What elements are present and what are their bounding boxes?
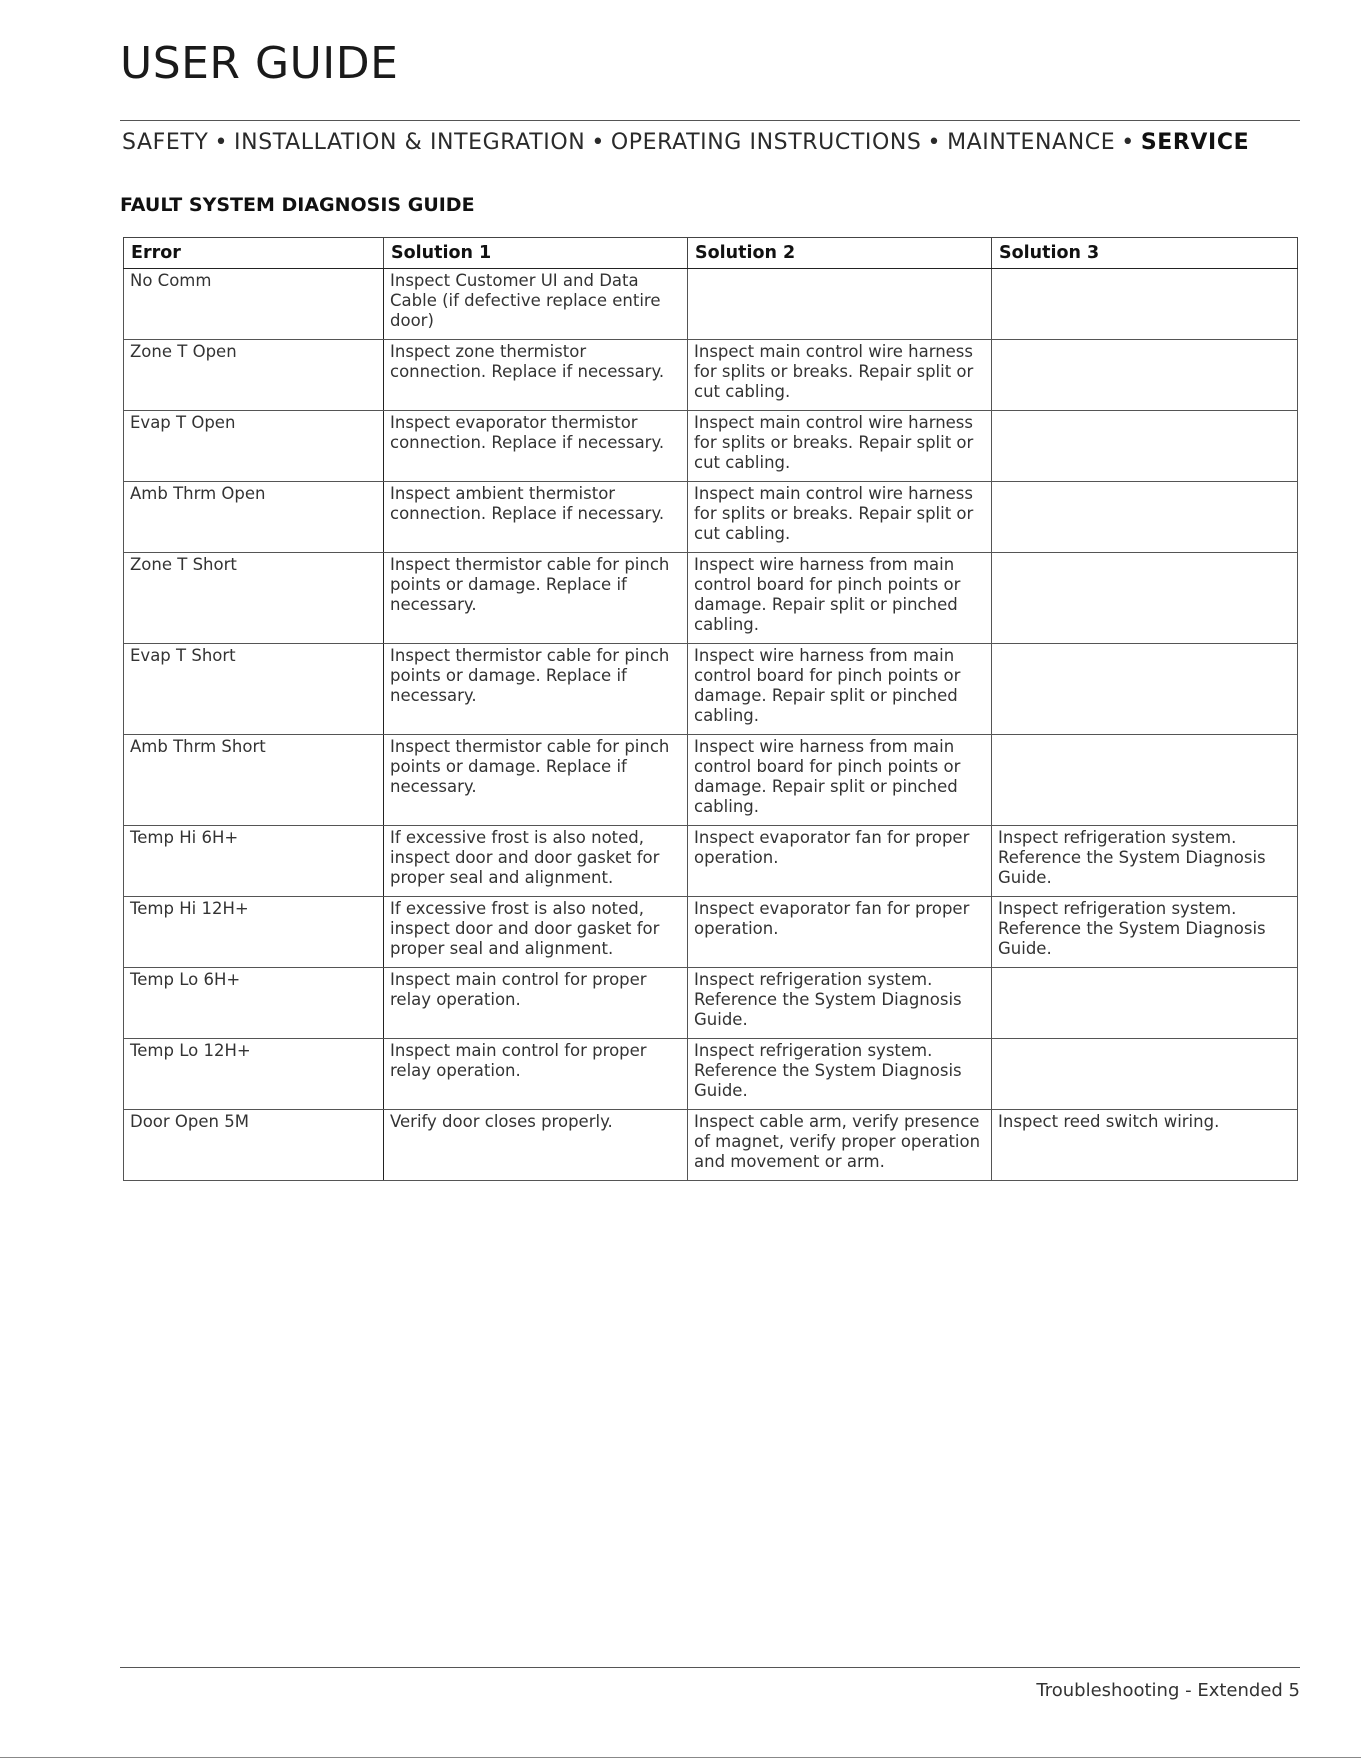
error-cell: Amb Thrm Short: [124, 735, 384, 826]
solution-2-cell: Inspect evaporator fan for proper operation.: [688, 826, 992, 897]
page-edge-line: [0, 1757, 1361, 1758]
error-cell: Zone T Open: [124, 340, 384, 411]
page-title: USER GUIDE: [120, 38, 399, 89]
solution-2-cell: Inspect wire harness from main control board for pinch points or damage. Repair split or pinched cabling.: [688, 735, 992, 826]
solution-1-cell: Inspect zone thermistor connection. Replace if necessary.: [384, 340, 688, 411]
solution-3-cell: Inspect refrigeration system. Reference the System Diagnosis Guide.: [992, 826, 1298, 897]
table-row: [124, 826, 1298, 897]
nav-item-maintenance[interactable]: MAINTENANCE: [947, 130, 1116, 155]
error-cell: Evap T Short: [124, 644, 384, 735]
solution-2-cell: Inspect wire harness from main control board for pinch points or damage. Repair split or pinched cabling.: [688, 553, 992, 644]
solution-1-cell: Inspect thermistor cable for pinch points or damage. Replace if necessary.: [384, 553, 688, 644]
nav-item-service[interactable]: SERVICE: [1140, 130, 1250, 155]
solution-1-cell: Inspect thermistor cable for pinch points or damage. Replace if necessary.: [384, 644, 688, 735]
solution-2-cell: Inspect evaporator fan for proper operation.: [688, 897, 992, 968]
table-row: [124, 968, 1298, 1039]
table-row: [124, 553, 1298, 644]
solution-2-cell: Inspect main control wire harness for splits or breaks. Repair split or cut cabling.: [688, 411, 992, 482]
solution-3-cell: [992, 482, 1298, 553]
error-cell: Temp Lo 12H+: [124, 1039, 384, 1110]
solution-2-cell: Inspect cable arm, verify presence of magnet, verify proper operation and movement or arm.: [688, 1110, 992, 1181]
solution-1-cell: Inspect thermistor cable for pinch points or damage. Replace if necessary.: [384, 735, 688, 826]
solution-3-cell: [992, 411, 1298, 482]
error-cell: Temp Hi 6H+: [124, 826, 384, 897]
solution-2-cell: Inspect main control wire harness for splits or breaks. Repair split or cut cabling.: [688, 482, 992, 553]
solution-3-cell: [992, 968, 1298, 1039]
nav-separator: •: [927, 130, 942, 155]
error-cell: No Comm: [124, 269, 384, 340]
nav-separator: •: [591, 130, 605, 155]
solution-3-cell: [992, 269, 1298, 340]
solution-1-cell: Inspect main control for proper relay operation.: [384, 968, 688, 1039]
error-cell: Evap T Open: [124, 411, 384, 482]
solution-2-cell: Inspect refrigeration system. Reference the System Diagnosis Guide.: [688, 968, 992, 1039]
solution-3-cell: [992, 1039, 1298, 1110]
table-row: [124, 644, 1298, 735]
error-cell: Temp Lo 6H+: [124, 968, 384, 1039]
table-row: [124, 1039, 1298, 1110]
section-title: FAULT SYSTEM DIAGNOSIS GUIDE: [120, 194, 475, 216]
table-row: [124, 482, 1298, 553]
table-header-row: [124, 238, 1298, 269]
column-header-solution-2: Solution 2: [688, 238, 992, 269]
solution-3-cell: [992, 644, 1298, 735]
solution-1-cell: If excessive frost is also noted, inspect door and door gasket for proper seal and alignment.: [384, 826, 688, 897]
nav-separator: •: [214, 130, 229, 155]
table-row: [124, 897, 1298, 968]
solution-1-cell: Inspect main control for proper relay operation.: [384, 1039, 688, 1110]
solution-2-cell: Inspect refrigeration system. Reference the System Diagnosis Guide.: [688, 1039, 992, 1110]
solution-2-cell: [688, 269, 992, 340]
solution-3-cell: [992, 553, 1298, 644]
fault-diagnosis-table: [123, 237, 1298, 1181]
table-row: [124, 340, 1298, 411]
solution-2-cell: Inspect wire harness from main control board for pinch points or damage. Repair split or pinched cabling.: [688, 644, 992, 735]
column-header-error: Error: [124, 238, 384, 269]
footer-divider: [120, 1667, 1300, 1668]
solution-3-cell: Inspect reed switch wiring.: [992, 1110, 1298, 1181]
header-divider: [120, 120, 1300, 121]
column-header-solution-1: Solution 1: [384, 238, 688, 269]
error-cell: Temp Hi 12H+: [124, 897, 384, 968]
table-row: [124, 735, 1298, 826]
solution-1-cell: Inspect Customer UI and Data Cable (if defective replace entire door): [384, 269, 688, 340]
solution-3-cell: [992, 340, 1298, 411]
solution-1-cell: Inspect evaporator thermistor connection. Replace if necessary.: [384, 411, 688, 482]
nav-item-installation-integration[interactable]: INSTALLATION & INTEGRATION: [234, 130, 586, 155]
page-footer: Troubleshooting - Extended 5: [1036, 1680, 1300, 1701]
solution-3-cell: [992, 735, 1298, 826]
solution-2-cell: Inspect main control wire harness for splits or breaks. Repair split or cut cabling.: [688, 340, 992, 411]
solution-1-cell: Inspect ambient thermistor connection. Replace if necessary.: [384, 482, 688, 553]
nav-item-safety[interactable]: SAFETY: [122, 130, 209, 155]
solution-1-cell: If excessive frost is also noted, inspect door and door gasket for proper seal and alignment.: [384, 897, 688, 968]
error-cell: Zone T Short: [124, 553, 384, 644]
column-header-solution-3: Solution 3: [992, 238, 1298, 269]
nav-separator: •: [1121, 130, 1135, 155]
solution-1-cell: Verify door closes properly.: [384, 1110, 688, 1181]
error-cell: Door Open 5M: [124, 1110, 384, 1181]
table-row: [124, 269, 1298, 340]
nav-item-operating-instructions[interactable]: OPERATING INSTRUCTIONS: [610, 130, 922, 155]
table-row: [124, 1110, 1298, 1181]
table-row: [124, 411, 1298, 482]
solution-3-cell: Inspect refrigeration system. Reference the System Diagnosis Guide.: [992, 897, 1298, 968]
error-cell: Amb Thrm Open: [124, 482, 384, 553]
section-navigation: [122, 128, 1300, 158]
